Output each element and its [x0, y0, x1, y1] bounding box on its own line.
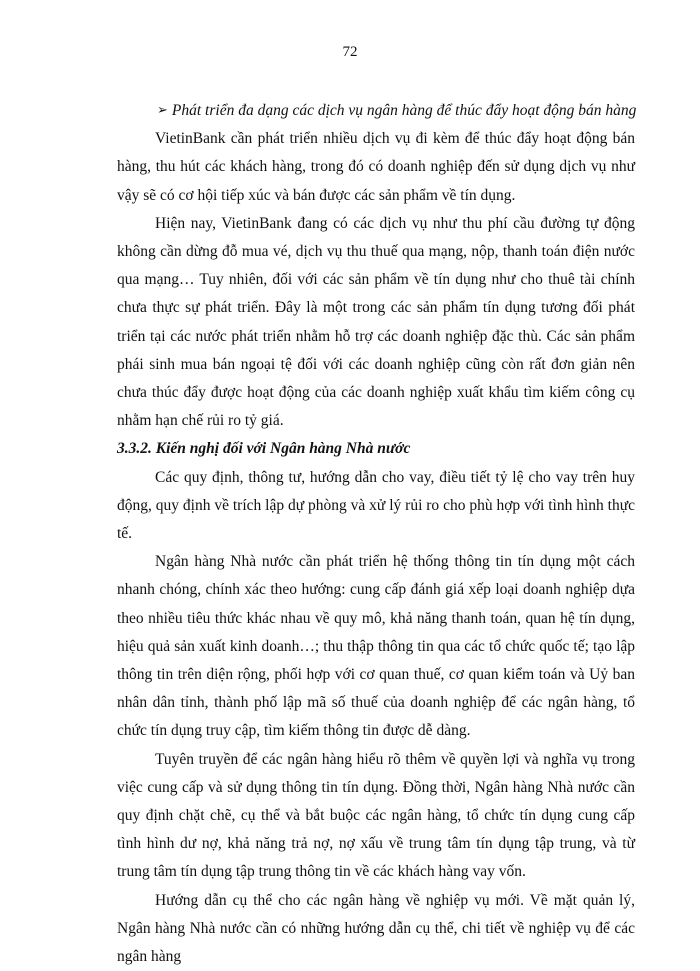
- paragraph: Ngân hàng Nhà nước cần phát triển hệ thống thông tin tín dụng một cách nhanh chóng, chính xác theo hướng: cung cấp đánh giá xếp loại doanh nghiệp dựa theo nhiều tiêu thức khác nhau về quy mô, khả năng thanh toán, quan hệ tín dụng, hiệu quả sản xuất kinh doanh…; thu thập thông tin qua các tổ chức quốc tế; tạo lập thông tin trên diện rộng, phối hợp với cơ quan thuế, cơ quan kiểm toán và Uỷ ban nhân dân tỉnh, thành phố lập mã số thuế của doanh nghiệp để các ngân hàng, tổ chức tín dụng truy cập, tìm kiếm thông tin được dễ dàng.: [117, 553, 635, 740]
- paragraph: Các quy định, thông tư, hướng dẫn cho vay, điều tiết tỷ lệ cho vay trên huy động, quy định về trích lập dự phòng và xử lý rủi ro cho phù hợp với tình hình thực tế.: [117, 468, 635, 543]
- page-number: 72: [342, 44, 358, 60]
- paragraph: Hiện nay, VietinBank đang có các dịch vụ như thu phí cầu đường tự động không cần dừng đỗ mua vé, dịch vụ thu thuế qua mạng, nộp, thanh toán điện nước qua mạng… Tuy nhiên, đối với các sản phẩm về tín dụng như cho thuê tài chính chưa thực sự phát triển. Đây là một trong các sản phẩm tín dụng tương đối phát triển tại các nước phát triển nhằm hỗ trợ các doanh nghiệp đặc thù. Các sản phẩm phái sinh mua bán ngoại tệ đối với các doanh nghiệp cũng còn rất đơn giản nên chưa thúc đẩy được hoạt động của các doanh nghiệp xuất khẩu tìm kiếm công cụ nhằm hạn chế rủi ro tỷ giá.: [117, 214, 635, 430]
- paragraph: Tuyên truyền để các ngân hàng hiểu rõ thêm về quyền lợi và nghĩa vụ trong việc cung cấp và sử dụng thông tin tín dụng. Đồng thời, Ngân hàng Nhà nước cần quy định chặt chẽ, cụ thể và bắt buộc các ngân hàng, tổ chức tín dụng cung cấp tình hình dư nợ, khả năng trả nợ, nợ xấu về trung tâm tín dụng tập trung, và từ trung tâm tín dụng tập trung thông tin về các khách hàng vay vốn.: [117, 750, 635, 881]
- page-body: [117, 97, 635, 971]
- section-heading: 3.3.2. Kiến nghị đối với Ngân hàng Nhà nước: [117, 440, 411, 458]
- arrow-bullet-icon: ➢: [157, 102, 168, 117]
- bullet-heading-text: Phát triển đa dạng các dịch vụ ngân hàng để thúc đẩy hoạt động bán hàng: [171, 102, 637, 119]
- paragraph: VietinBank cần phát triển nhiều dịch vụ đi kèm để thúc đẩy hoạt động bán hàng, thu hút các khách hàng, trong đó có doanh nghiệp đến sử dụng dịch vụ như vậy sẽ có cơ hội tiếp xúc và bán được các sản phẩm về tín dụng.: [117, 130, 635, 204]
- paragraph: Hướng dẫn cụ thể cho các ngân hàng về nghiệp vụ mới. Về mặt quản lý, Ngân hàng Nhà nước cần có những hướng dẫn cụ thể, chi tiết về nghiệp vụ để các ngân hàng: [117, 891, 635, 966]
- bullet-heading: [117, 97, 635, 125]
